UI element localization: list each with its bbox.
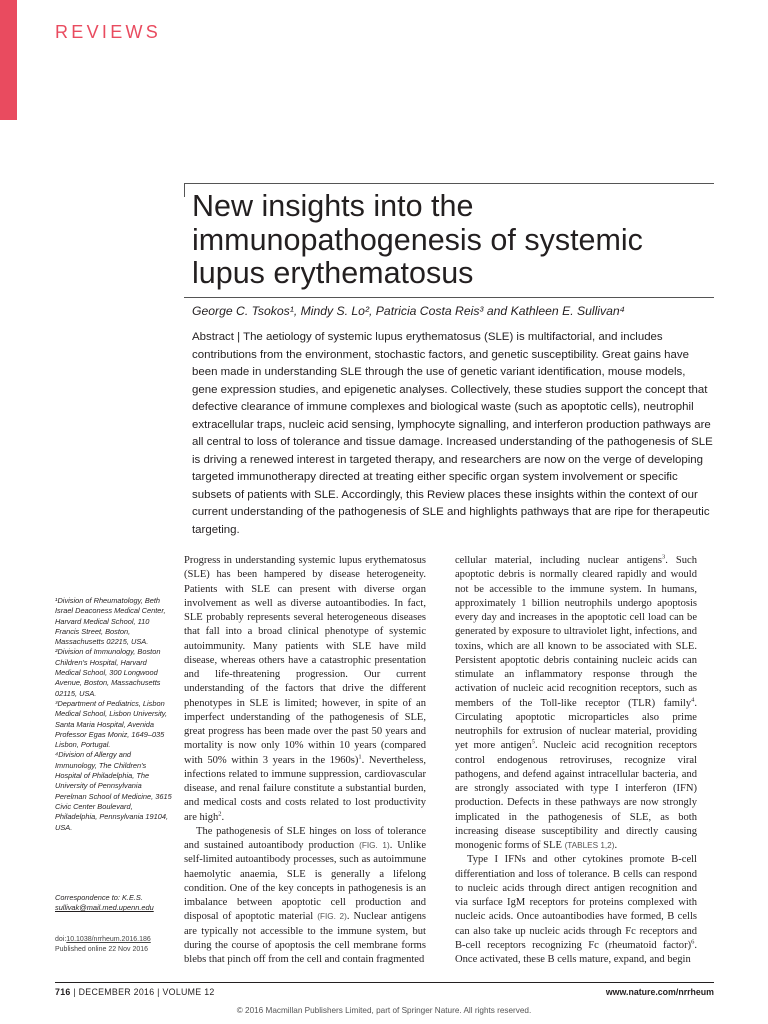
correspondence-label: Correspondence to: K.E.S. bbox=[55, 893, 143, 902]
abstract-text: The aetiology of systemic lupus erythematosus (SLE) is multifactorial, and includes contributions from the environment, stochastic factors, and genetic susceptibility. Great gains have been made in understanding SLE through the use of genetic variant identification, mouse models, gene expression studies, and epigenetic analyses. Collectively, these studies support the concept that defective clearance of immune complexes and biological waste (such as apoptotic cells), neutrophil extracellular traps, nucleic acid sensing, lymphocyte signalling, and interferon production pathways are all central to loss of tolerance and tissue damage. Increased understanding of the pathogenesis of SLE is driving a renewed interest in targeted therapy, and researchers are now on the verge of developing targeted immunotherapy directed at treating either specific organ system involvement or specific subsets of patients with SLE. Accordingly, this Review places these insights within the context of our current understanding of the pathogenesis of SLE and highlights pathways that are ripe for therapeutic targeting. bbox=[192, 331, 713, 536]
correspondence-email-link[interactable]: sullivak@mail.med.upenn.edu bbox=[55, 903, 154, 913]
affiliation: ¹Division of Rheumatology, Beth Israel Deaconess Medical Center, Harvard Medical School, 110 Francis Street, Boston, Massachusetts 02215, USA. bbox=[55, 596, 166, 647]
figure-reference[interactable]: (FIG. 2) bbox=[317, 912, 347, 922]
doi-block bbox=[55, 935, 180, 955]
doi-link[interactable]: 10.1038/nrrheum.2016.186 bbox=[66, 936, 151, 943]
affiliations bbox=[55, 596, 173, 833]
body-column-left bbox=[184, 554, 426, 967]
footer-rule bbox=[55, 982, 714, 983]
published-date: Published online 22 Nov 2016 bbox=[55, 946, 149, 953]
correspondence bbox=[55, 893, 173, 914]
issue-date: DECEMBER 2016 bbox=[78, 987, 155, 997]
body-paragraph: Progress in understanding systemic lupus erythematosus (SLE) has been hampered by disease heterogeneity. Patients with SLE can present with diverse organ involvement as well as diverse autoantibodies. In fact, SLE probably represents several heterogeneous diseases that fall into a broad clinical phenotype of systemic autoimmunity. Many patients with SLE have mild disease, whereas others have a catastrophic presentation and life-threatening progression. Our current understanding of the factors that drive the different phenotypes in SLE is limited; however, in spite of an imperfect understanding of the pathogenesis of SLE, great progress has been made over the past 50 years and mortality is now only 10% within 10 years (compared with 50% within 3 years in the 1960s)$^1$. Nevertheless, infections related to immune suppression, cardiovascular disease, and renal failure constitute a substantial burden, and medical costs and costs related to lost productivity are high$^2$. bbox=[184, 555, 426, 823]
doi-prefix: doi: bbox=[55, 936, 67, 943]
body-paragraph: cellular material, including nuclear antigens$^3$. Such apoptotic debris is normally cleared rapidly and would not be accessible to the immune system. In humans, approximately 1 billion neutrophils undergo apoptosis every day and increases in the apoptotic cell load can be generated by exposure to ultraviolet light, infections, and toxins, which are all known to be associated with SLE. Persistent apoptotic debris containing nucleic acids can stimulate an inflammatory response through the activation of nucleic acid recognition receptors, such as members of the Toll-like receptor (TLR) family$^4$. Circulating apoptotic microparticles also prime neutrophils for extrusion of nuclear material, providing yet more antigen$^5$. Nucleic acid recognition receptors control endogenous retroviruses, recognize viral pathogens, and defend against intracellular bacteria, and are strongly associated with type I interferon (IFN) production. Defects in these pathways are now strongly implicated in the pathogenesis of SLE, as both increasing disease susceptibility and directly causing monogenic forms of SLE (TABLES 1,2). bbox=[455, 553, 698, 851]
article-title: New insights into the immunopathogenesis of systemic lupus erythematosus bbox=[192, 189, 643, 290]
body-paragraph: Type I IFNs and other cytokines promote B-cell differentiation and loss of tolerance. B cells can respond to nucleic acids through direct antigen recognition and via surface IgM receptors for proteins complexed with nucleic acids. Once autoantibodies have formed, B cells can also take up nucleic acids through Fc receptors and B-cell receptors recognizing Fc (rheumatoid factor)$^6$. Once activated, these B cells mature, expand, and begin bbox=[455, 854, 697, 965]
affiliation: ²Division of Immunology, Boston Children's Hospital, Harvard Medical School, 300 Longwood Avenue, Boston, Massachusetts 02115, USA. bbox=[55, 647, 161, 698]
abstract-label: Abstract | bbox=[192, 331, 244, 343]
body-column-right bbox=[455, 554, 697, 967]
author-list: George C. Tsokos¹, Mindy S. Lo², Patricia Costa Reis³ and Kathleen E. Sullivan⁴ bbox=[192, 304, 625, 318]
affiliation: ⁴Division of Allergy and Immunology, The Children's Hospital of Philadelphia, The University of Pennsylvania Perelman School of Medicine, 3615 Civic Center Boulevard, Philadelphia, Pennsylvania 19104, USA. bbox=[55, 750, 172, 832]
affiliation: ³Department of Pediatrics, Lisbon Medical School, Lisbon University, Santa Maria Hospital, Avenida Professor Egas Moniz, 1649–035 Lisbon, Portugal. bbox=[55, 698, 168, 750]
copyright-notice: © 2016 Macmillan Publishers Limited, part of Springer Nature. All rights reserved. bbox=[236, 1006, 532, 1015]
section-label: REVIEWS bbox=[55, 22, 162, 42]
page-number: 716 bbox=[55, 987, 71, 997]
title-tick bbox=[184, 183, 185, 197]
body-paragraph: The pathogenesis of SLE hinges on loss of tolerance and sustained autoantibody production (FIG. 1). Unlike self-limited autoantibody processes, such as autoimmune haemolytic anaemia, SLE is generally a lifelong condition. One of the key concepts in pathogenesis is an imbalance between apoptotic cell production and disposal of apoptotic material (FIG. 2). Nuclear antigens are typically not accessible to the immune system, but during the course of apoptosis the cell membrane forms blebs that pinch off from the cell and contain fragmented bbox=[184, 825, 427, 965]
footer-issue-info: 716 | DECEMBER 2016 | VOLUME 12 bbox=[55, 987, 215, 997]
section-accent-bar bbox=[0, 0, 17, 120]
table-reference[interactable]: (TABLES 1,2) bbox=[564, 841, 615, 850]
abstract bbox=[192, 329, 714, 539]
journal-url[interactable]: www.nature.com/nrrheum bbox=[605, 987, 714, 997]
volume: VOLUME 12 bbox=[162, 987, 215, 997]
authors-rule bbox=[184, 297, 714, 298]
title-rule bbox=[184, 183, 714, 184]
figure-reference[interactable]: (FIG. 1) bbox=[359, 841, 390, 850]
